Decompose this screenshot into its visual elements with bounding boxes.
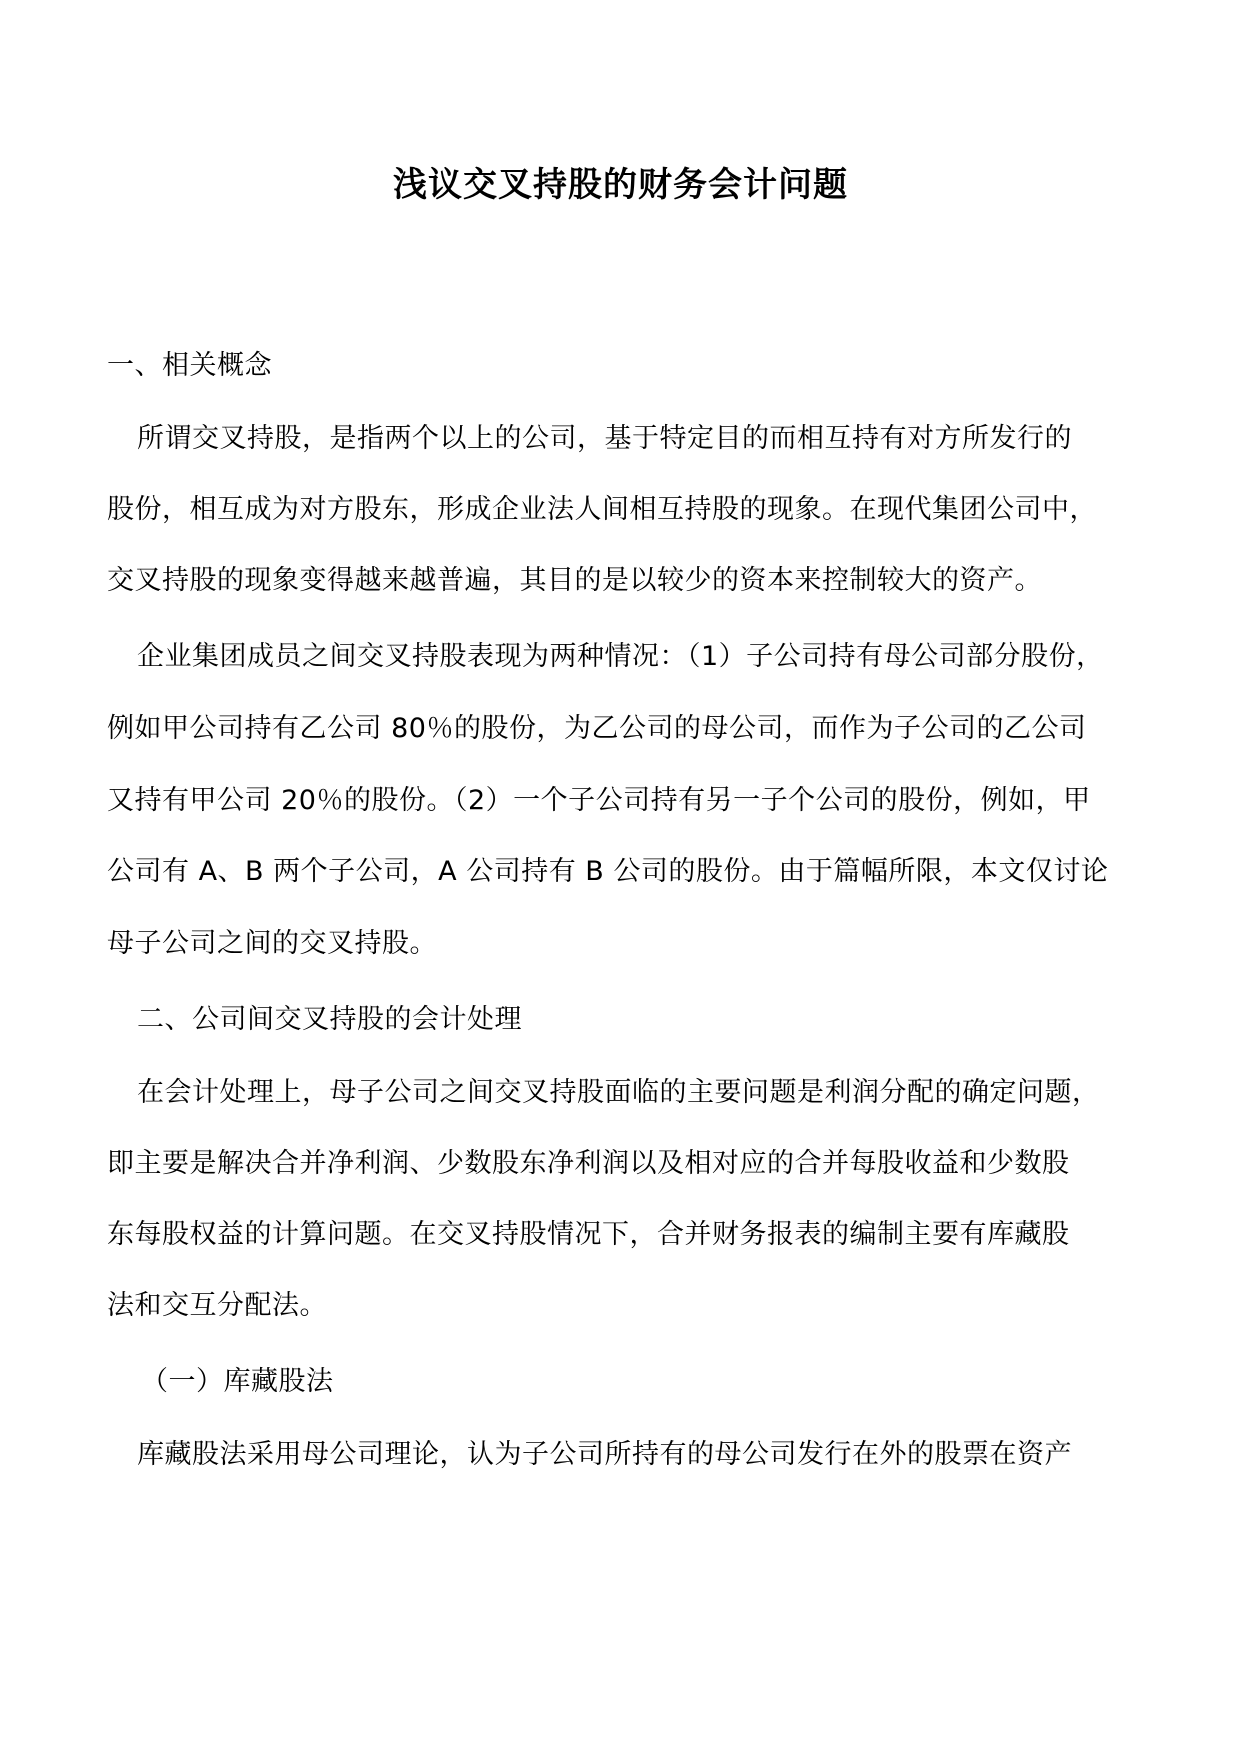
paragraph-line: 即主要是解决合并净利润、少数股东净利润以及相对应的合并每股收益和少数股 (107, 1148, 1070, 1179)
paragraph-line: 股份，相互成为对方股东，形成企业法人间相互持股的现象。在现代集团公司中， (107, 494, 1097, 525)
paragraph-line: 公司有 A、B 两个子公司，A 公司持有 B 公司的股份。由于篇幅所限，本文仅讨论 (107, 856, 1109, 887)
section-heading-2: 二、公司间交叉持股的会计处理 (137, 1004, 522, 1035)
paragraph-line: 在会计处理上，母子公司之间交叉持股面临的主要问题是利润分配的确定问题， (137, 1077, 1100, 1108)
paragraph-line: 东每股权益的计算问题。在交叉持股情况下，合并财务报表的编制主要有库藏股 (107, 1219, 1070, 1250)
paragraph-line: 又持有甲公司 20％的股份。（2）一个子公司持有另一子个公司的股份，例如，甲 (107, 785, 1091, 816)
paragraph-line: 例如甲公司持有乙公司 80％的股份，为乙公司的母公司，而作为子公司的乙公司 (107, 713, 1087, 744)
paragraph-line: 库藏股法采用母公司理论，认为子公司所持有的母公司发行在外的股票在资产 (137, 1439, 1072, 1470)
paragraph-line: 所谓交叉持股，是指两个以上的公司，基于特定目的而相互持有对方所发行的 (137, 423, 1072, 454)
section-heading-1: 一、相关概念 (107, 350, 272, 381)
paragraph-line: 企业集团成员之间交叉持股表现为两种情况：（1）子公司持有母公司部分股份， (137, 641, 1104, 672)
document-title: 浅议交叉持股的财务会计问题 (393, 165, 848, 205)
paragraph-line: 交叉持股的现象变得越来越普遍，其目的是以较少的资本来控制较大的资产。 (107, 565, 1042, 596)
paragraph-line: 母子公司之间的交叉持股。 (107, 928, 437, 959)
subsection-heading: （一）库藏股法 (141, 1366, 334, 1397)
paragraph-line: 法和交互分配法。 (107, 1290, 327, 1321)
